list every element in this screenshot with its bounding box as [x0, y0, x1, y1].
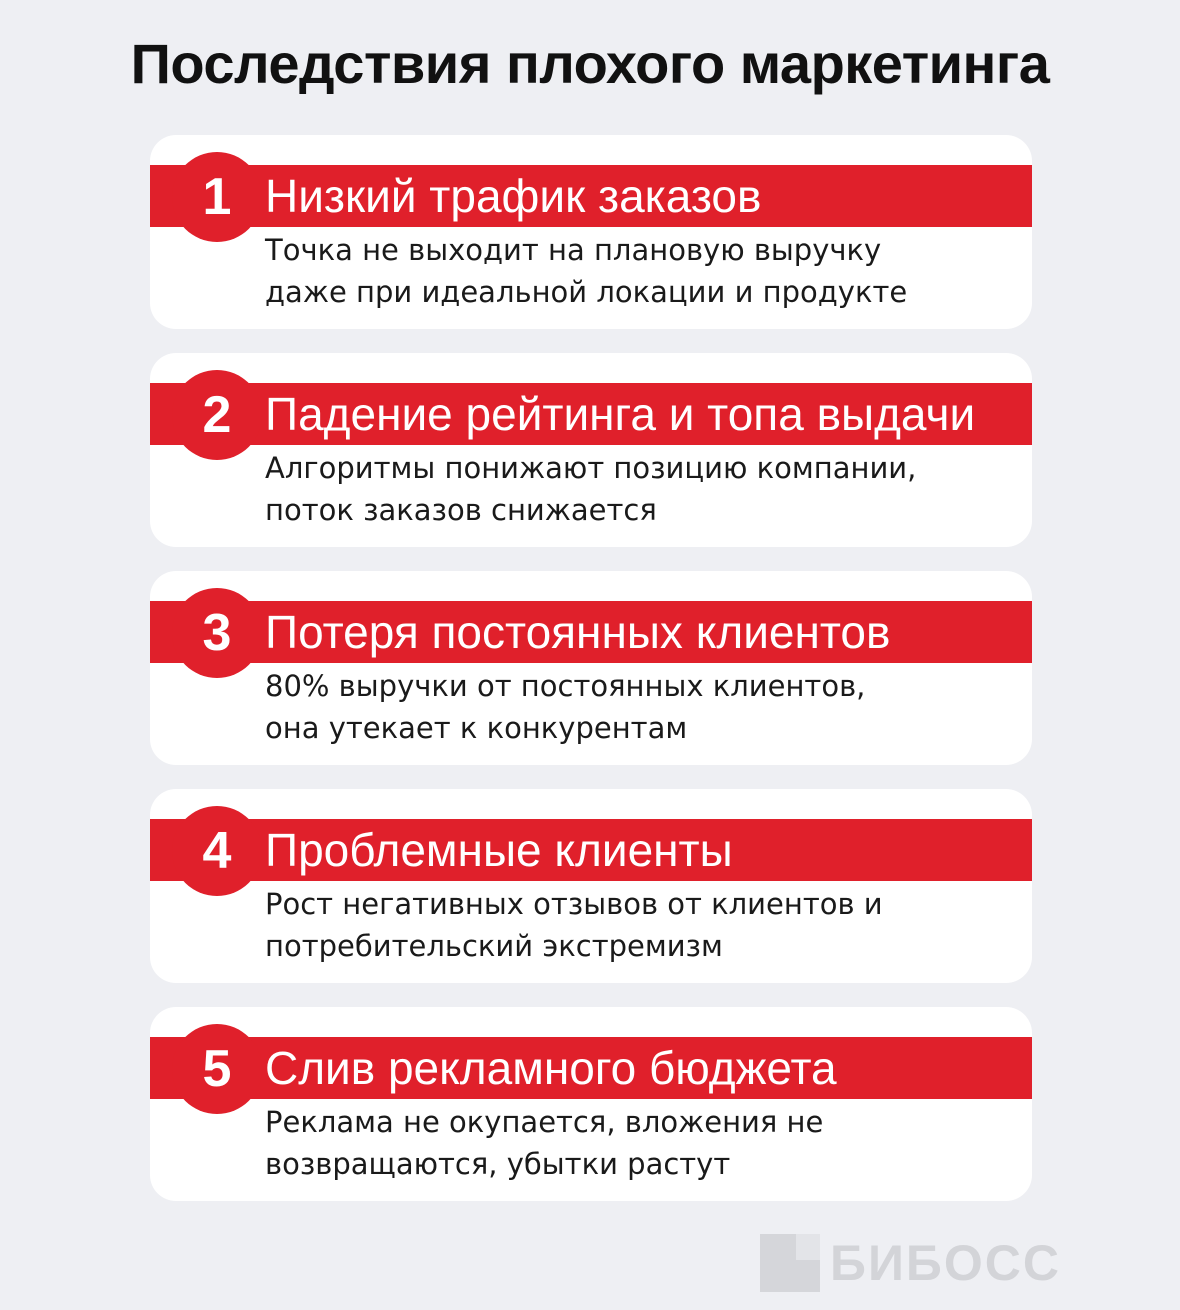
consequence-card-5 — [150, 1007, 1032, 1201]
card-title: Проблемные клиенты — [265, 824, 733, 876]
description-line: она утекает к конкурентам — [265, 711, 688, 745]
card-description — [265, 1101, 1005, 1185]
number-badge: 5 — [172, 1024, 262, 1114]
description-line: возвращаются, убытки растут — [265, 1147, 731, 1181]
number-badge: 2 — [172, 370, 262, 460]
card-description — [265, 229, 1005, 313]
description-line: Реклама не окупается, вложения не — [265, 1105, 824, 1139]
number-badge: 3 — [172, 588, 262, 678]
consequences-list — [150, 135, 1032, 1225]
card-description — [265, 447, 1005, 531]
number-badge: 4 — [172, 806, 262, 896]
description-line: даже при идеальной локации и продукте — [265, 275, 908, 309]
logo-text: БИБОСС — [830, 1235, 1061, 1291]
consequence-card-3 — [150, 571, 1032, 765]
card-title: Слив рекламного бюджета — [265, 1042, 837, 1094]
page-title: Последствия плохого маркетинга — [130, 32, 1050, 95]
logo-mark-icon — [760, 1234, 820, 1292]
description-line: Рост негативных отзывов от клиентов и — [265, 887, 883, 921]
card-title: Падение рейтинга и топа выдачи — [265, 388, 976, 440]
card-description — [265, 665, 1005, 749]
brand-logo — [760, 1232, 1061, 1294]
description-line: 80% выручки от постоянных клиентов, — [265, 669, 866, 703]
consequence-card-4 — [150, 789, 1032, 983]
card-title: Потеря постоянных клиентов — [265, 606, 891, 658]
consequence-card-2 — [150, 353, 1032, 547]
number-badge: 1 — [172, 152, 262, 242]
description-line: потребительский экстремизм — [265, 929, 723, 963]
card-description — [265, 883, 1005, 967]
description-line: Алгоритмы понижают позицию компании, — [265, 451, 917, 485]
description-line: Точка не выходит на плановую выручку — [265, 233, 882, 267]
consequence-card-1 — [150, 135, 1032, 329]
card-title: Низкий трафик заказов — [265, 170, 762, 222]
description-line: поток заказов снижается — [265, 493, 657, 527]
